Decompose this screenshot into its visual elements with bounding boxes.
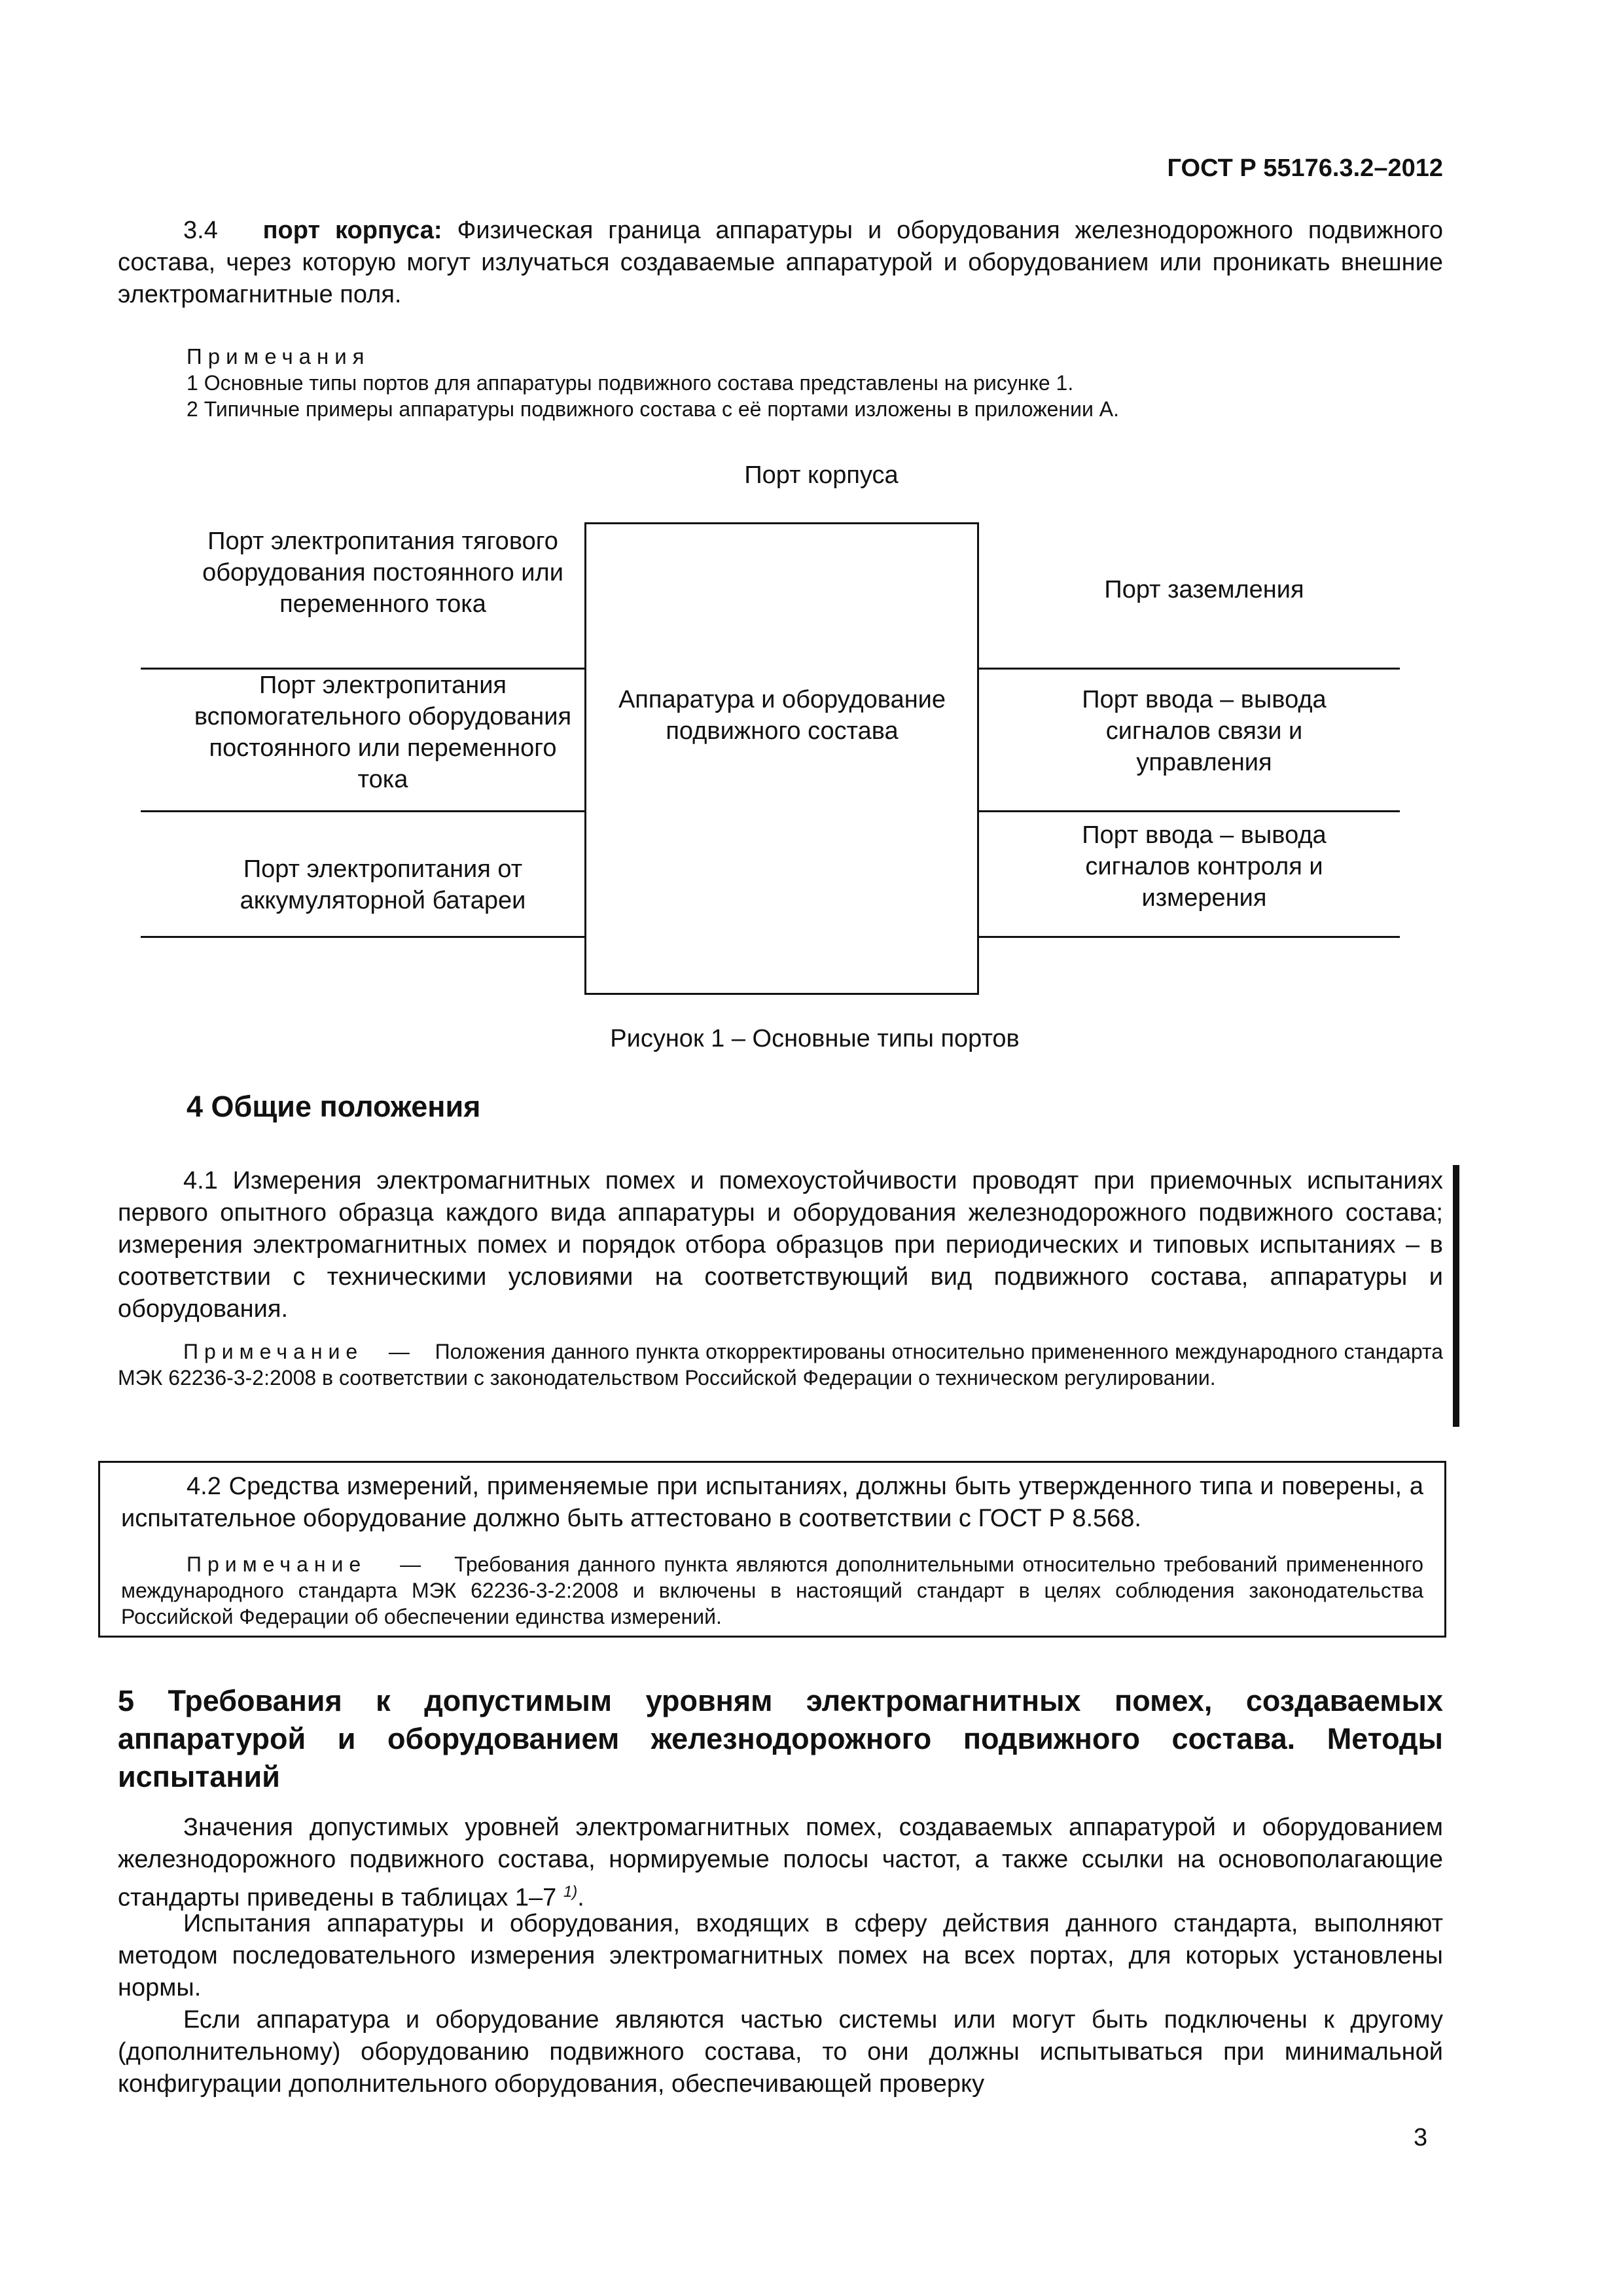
- paragraph-text: Если аппаратура и оборудование являются частью системы или могут быть подключены к другому (дополнительному) оборудованию подвижного состава, то они должны испытываться при минимальной конфигурации дополнительного оборудования, обеспечивающей проверку: [118, 2006, 1443, 2098]
- right-port-signal-io: Порт ввода – вывода сигналов связи и управления: [1082, 686, 1327, 776]
- note-item: 2 Типичные примеры аппаратуры подвижного состава с её портами изложены в приложении А.: [187, 397, 1119, 421]
- page-number: 3: [1414, 2124, 1428, 2151]
- paragraph-text: Значения допустимых уровней электромагнитных помех, создаваемых аппаратурой и оборудованием железнодорожного подвижного состава, нормируемые полосы частот, а также ссылки на основополагающие стандарты приведены в таблицах 1–7: [118, 1814, 1443, 1912]
- clause-number: 3.4: [183, 217, 218, 244]
- term: порт корпуса:: [262, 217, 442, 244]
- left-port-traction-power: Порт электропитания тягового оборудования постоянного или переменного тока: [202, 528, 563, 618]
- section-5-heading: 5 Требования к допустимым уровням электромагнитных помех, создаваемых аппаратурой и оборудованием железнодорожного подвижного состава. Методы испытаний: [118, 1684, 1443, 1793]
- left-port-auxiliary-power: Порт электропитания вспомогательного оборудования постоянного или переменного тока: [194, 672, 572, 793]
- note-dash: —: [400, 1552, 421, 1576]
- note-text: Положения данного пункта откорректированы относительно примененного международного стандарта МЭК 62236-3-2:2008 в соответствии с законодательством Российской Федерации о техническом регулировании.: [118, 1340, 1444, 1390]
- port-divider: [141, 810, 584, 812]
- section-4-heading: 4 Общие положения: [187, 1090, 481, 1123]
- paragraph-text: Испытания аппаратуры и оборудования, входящих в сферу действия данного стандарта, выполняют методом последовательного измерения электромагнитных помех на всех портах, для которых установлены нормы.: [118, 1910, 1443, 2001]
- clause-4-1-text: 4.1 Измерения электромагнитных помех и помехоустойчивости проводят при приемочных испытаниях первого опытного образца каждого вида аппаратуры и оборудования железнодорожного подвижного состава; измерения электромагнитных помех и порядок отбора образцов при периодических и типовых испытаниях – в соответствии с техническими условиями на соответствующий вид подвижного состава, аппаратуры и оборудования.: [118, 1167, 1443, 1323]
- figure-top-label: Порт корпуса: [744, 461, 899, 489]
- right-port-earth: Порт заземления: [1104, 576, 1304, 603]
- clause-4-2: [121, 1471, 1423, 1535]
- note-4-1: [118, 1338, 1443, 1391]
- clause-3-4: [118, 215, 1443, 311]
- notes-block: [187, 344, 1430, 422]
- note-dash: —: [388, 1340, 410, 1363]
- note-text: Требования данного пункта являются дополнительными относительно требований примененного международного стандарта МЭК 62236-3-2:2008 и включены в настоящий стандарт в целях соблюдения законодательства Российской Федерации об обеспечении единства измерений.: [121, 1552, 1424, 1628]
- footnote-ref: 1): [563, 1883, 578, 1901]
- figure-caption: Рисунок 1 – Основные типы портов: [610, 1025, 1020, 1052]
- clause-4-1: [118, 1165, 1443, 1325]
- port-divider: [979, 668, 1400, 670]
- right-port-measurement-io: Порт ввода – вывода сигналов контроля и измерения: [1082, 821, 1327, 912]
- note-4-2: [121, 1551, 1423, 1630]
- section-5-paragraph-3: [118, 2004, 1443, 2100]
- document-code: ГОСТ Р 55176.3.2–2012: [1167, 154, 1443, 182]
- port-divider: [141, 936, 584, 938]
- left-port-battery-power: Порт электропитания от аккумуляторной батареи: [240, 855, 526, 914]
- note-item: 1 Основные типы портов для аппаратуры подвижного состава представлены на рисунке 1.: [187, 371, 1074, 395]
- change-marker: [1453, 1165, 1459, 1427]
- equipment-box: [584, 522, 979, 995]
- section-5-paragraph-2: [118, 1908, 1443, 2004]
- section-5-paragraph-1: [118, 1812, 1443, 1914]
- term-definition: Физическая граница аппаратуры и оборудования железнодорожного подвижного состава, через которую могут излучаться создаваемые аппаратурой и оборудованием или проникать внешние электромагнитные поля.: [118, 217, 1443, 308]
- notes-title: Примечания: [187, 344, 370, 368]
- paragraph-end: .: [577, 1884, 584, 1912]
- note-label: Примечание: [187, 1552, 367, 1576]
- port-divider: [979, 936, 1400, 938]
- note-label: Примечание: [183, 1340, 364, 1363]
- port-divider: [979, 810, 1400, 812]
- equipment-label: Аппаратура и оборудование подвижного состава: [618, 686, 946, 745]
- clause-4-2-text: 4.2 Средства измерений, применяемые при испытаниях, должны быть утвержденного типа и поверены, а испытательное оборудование должно быть аттестовано в соответствии с ГОСТ Р 8.568.: [121, 1473, 1423, 1532]
